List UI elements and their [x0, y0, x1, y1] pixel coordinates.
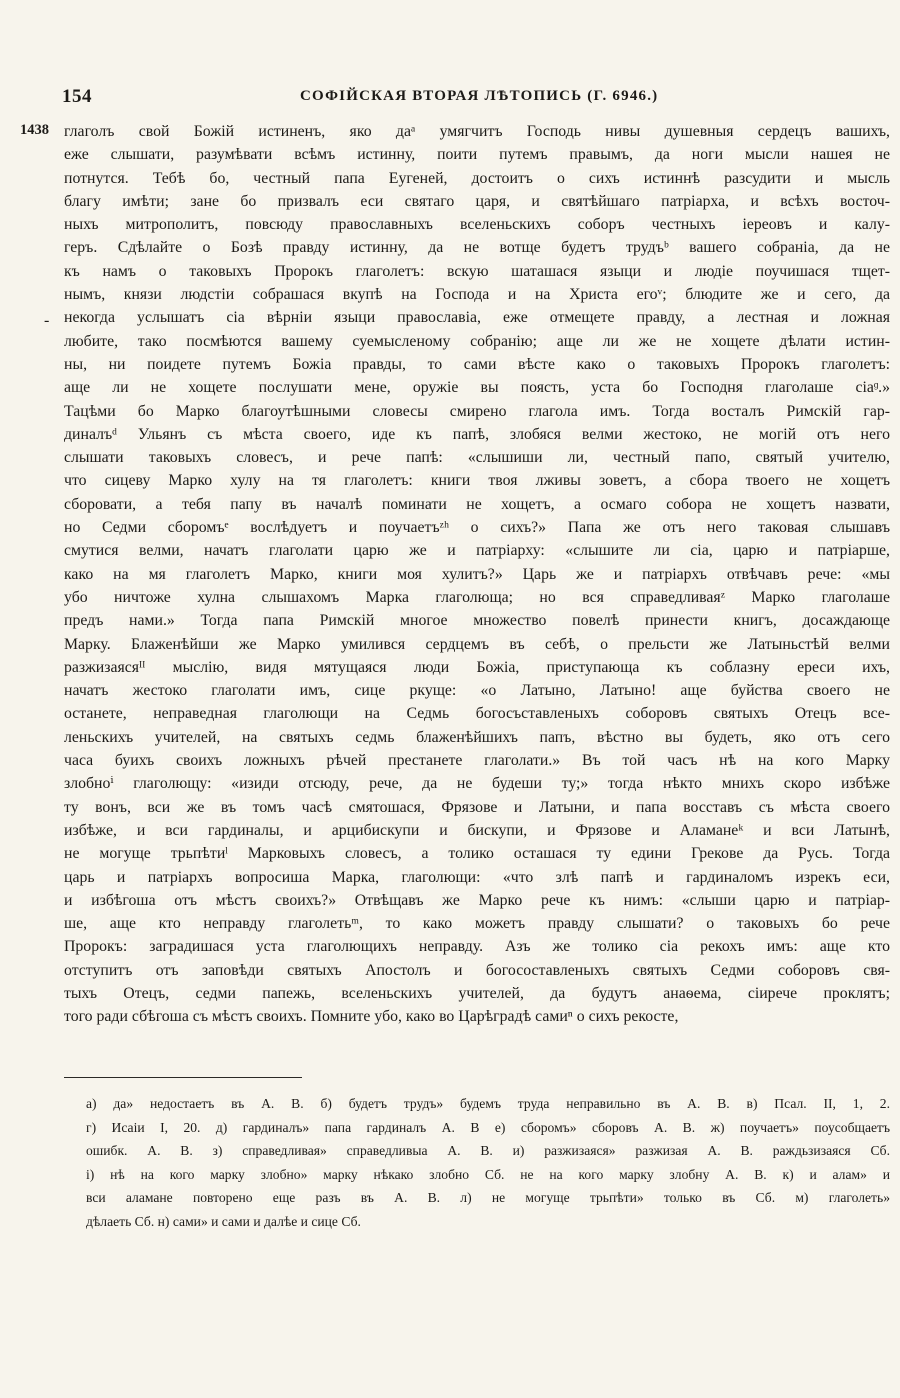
text-line: злобноⁱ глаголющу: «изиди отсюду, рече, да не будеши ту;» тогда нѣкто мнихъ скоро избѣже	[64, 775, 890, 793]
text-line: избѣже, и вси гардиналы, и арцибискупи и бискупи, и Фрязове и Аламанеᵏ и вси Латынѣ,	[64, 821, 890, 839]
text-line: аще ли не хощете послушати мене, оружіе вы поясть, уста бо Господня глаголаше сіаᶢ.»	[64, 379, 890, 397]
text-line: слышати таковыхъ словесъ, и рече папѣ: «слышиши ли, честный папо, святый учителю,	[64, 449, 890, 467]
footnote-line: г) Исаіи I, 20. д) гардиналъ» папа гардиналъ А. В е) сборомъ» сборовъ А. В. ж) поучаетъ» поусобщаетъ	[86, 1119, 890, 1135]
text-line: глаголъ свой Божій истиненъ, яко даᵃ умягчитъ Господь нивы душевныя сердецъ вашихъ,	[64, 123, 890, 140]
text-line: часа буихъ своихъ ложныхъ рѣчей престанете глаголати.» Въ той часъ нѣ на кого Марку	[64, 752, 890, 770]
text-line: ше, аще кто неправду глаголетьᵐ, то како можетъ правду слышати? о таковыхъ бо рече	[64, 915, 890, 933]
text-line: того ради сбѣгоша съ мѣстъ своихъ. Помните убо, како во Царѣградѣ самиⁿ о сихъ рекосте,	[64, 1008, 679, 1026]
text-line: леньскихъ учителей, на святыхъ седмь блаженѣйшихъ папъ, вѣстно вы будеть, яко отъ сего	[64, 728, 890, 746]
text-line: Марку. Блаженѣйши же Марко умилився сердцемъ въ себѣ, о прельсти же Латыньстѣй велми	[64, 635, 890, 653]
footnote-line: і) нѣ на кого марку злобно» марку нѣкако злобно Сб. не на кого марку злобну А. В. к) и алам» и	[86, 1166, 890, 1182]
footnotes	[86, 1092, 890, 1234]
text-line: царь и патріархъ вопросиша Марка, глаголющи: «что злѣ папѣ и гардиналомъ изрекъ еси,	[64, 868, 890, 886]
text-line: но Седми сборомъᵉ вослѣдуетъ и поучаетъᶻʰ о сихъ?» Папа же отъ него таковая слышавъ	[64, 519, 890, 537]
footnote-line: дѣлаеть Сб. н) сами» и сами и далѣе и сице Сб.	[86, 1213, 361, 1229]
text-line: ны, ни поидете путемъ Божіа правды, то сами вѣсте како о таковыхъ Пророкъ глаголетъ:	[64, 355, 890, 373]
text-line: ту вонъ, вси же въ томъ часѣ смятошася, Фрязове и Латыни, и папа восставъ съ мѣста своего	[64, 798, 890, 816]
margin-year: 1438	[20, 122, 49, 138]
text-line: сборовати, а тебя папу въ началѣ поминати не хощетъ, а осмаго собора не хощетъ назвати,	[64, 495, 890, 513]
text-line: останете, неправедная глаголющи на Седмь богосъставленыхъ соборовъ святыхъ Отецъ все-	[64, 705, 890, 723]
text-line: что сицеву Марко хулу на тя глаголетъ: книги твоя лживы зоветъ, а сбора твоего не хощетъ	[64, 472, 890, 490]
text-line: тыхъ Отецъ, седми папежь, вселеньскихъ учителей, да будутъ анаѳема, сіирече проклятъ;	[64, 984, 890, 1002]
text-line: како на мя глаголетъ Марко, книги моя хулитъ?» Царь же и патріархъ отвѣчавъ рече: «мы	[64, 565, 890, 583]
text-line: некогда услышатъ сіа вѣрніи языци православіа, еже отмещете правду, а лестная и ложная	[64, 309, 890, 327]
text-line: смутися велми, начатъ глаголати царю же и патріарху: «слышите ли сіа, царю и патріарше,	[64, 542, 890, 560]
margin-mark: -	[44, 312, 50, 329]
text-line: не могуще трьпѣтиˡ Марковыхъ словесъ, а толико осташася ту едини Грекове да Русь. Тогда	[64, 845, 890, 863]
text-line: диналъᵈ Ульянъ съ мѣста своего, иде къ папѣ, злобяся велми жестоко, не могій отъ него	[64, 425, 890, 443]
text-line: нымъ, князи людстіи собрашася вкупѣ на Господа и на Христа егоᵛ; блюдите же и сего, да	[64, 286, 890, 304]
footnote-divider	[64, 1077, 302, 1078]
text-line: потнутся. Тебѣ бо, честный папа Еугеней, достоитъ о сихъ истиннѣ разсудити и мысль	[64, 169, 890, 187]
text-line: еже слышати, разумѣвати всѣмъ истинну, поити путемъ правымъ, да ноги мысли нашея не	[64, 146, 890, 164]
text-line: геръ. Сдѣлайте о Бозѣ правду истинну, да не вотще будетъ трудъᵇ вашего собраніа, да не	[64, 239, 890, 257]
page-number: 154	[62, 86, 92, 107]
text-line: предъ нами.» Тогда папа Римскій многое множество повелѣ принести книгъ, досаждающе	[64, 612, 890, 630]
text-line: ныхъ митрополитъ, повсюду православныхъ вселеньскихъ соборъ честныхъ іереовъ и калу-	[64, 216, 890, 234]
footnote-line: а) да» недостаетъ въ А. В. б) будетъ трудъ» будемъ труда неправильно въ А. В. в) Псал. II, 1, 2.	[86, 1096, 890, 1111]
text-line: любите, тако посмѣются вашему суемысленому собранію; аще ли же не хощете дѣлати истин-	[64, 332, 890, 350]
text-line: убо ничтоже хулна слышахомъ Марка глаголюща; но вся справедливаяᶻ Марко глаголаше	[64, 588, 890, 606]
footnote-line: вси аламане повторено еще разъ въ А. В. л) не могуще трьпѣти» только въ Сб. м) глаголеть»	[86, 1190, 890, 1206]
main-text	[64, 120, 890, 1029]
text-line: и избѣгоша отъ мѣстъ своихъ?» Отвѣщавъ же Марко рече къ нимъ: «слыши царю и патріар-	[64, 891, 890, 909]
text-line: къ намъ о таковыхъ Пророкъ глаголетъ: вскую шаташася языци и людіе поучишася тщет-	[64, 262, 890, 280]
footnote-line: ошибк. А. В. з) справедливая» справедливыа А. В. и) разжизаяся» разжизая А. В. раждьзизаяся Сб.	[86, 1143, 890, 1159]
text-line: Тацѣми бо Марко благоутѣшными словесы смирено глагола имъ. Тогда восталъ Римскій гар-	[64, 402, 890, 420]
text-line: Пророкъ: заградишася уста глаголющихъ неправду. Азъ же толико сіа рекохъ имъ: аще кто	[64, 938, 890, 956]
running-title: СОФІЙСКАЯ ВТОРАЯ ЛѢТОПИСЬ (Г. 6946.)	[300, 88, 659, 104]
text-line: благу имѣти; зане бо призвалъ еси святаго царя, и святѣйшаго патріарха, и всѣхъ восточ-	[64, 192, 890, 210]
text-line: отступитъ отъ заповѣди святыхъ Апостолъ и богосоставленыхъ святыхъ Седми соборовъ свя-	[64, 961, 890, 979]
text-line: начатъ жестоко глаголати имъ, сице ркуще: «о Латыно, Латыно! аще буйства своего не	[64, 682, 890, 700]
text-line: разжизаясяᴵᴵ мыслію, видя мятущаяся люди Божіа, приступающа къ соблазну ереси ихъ,	[64, 658, 890, 676]
